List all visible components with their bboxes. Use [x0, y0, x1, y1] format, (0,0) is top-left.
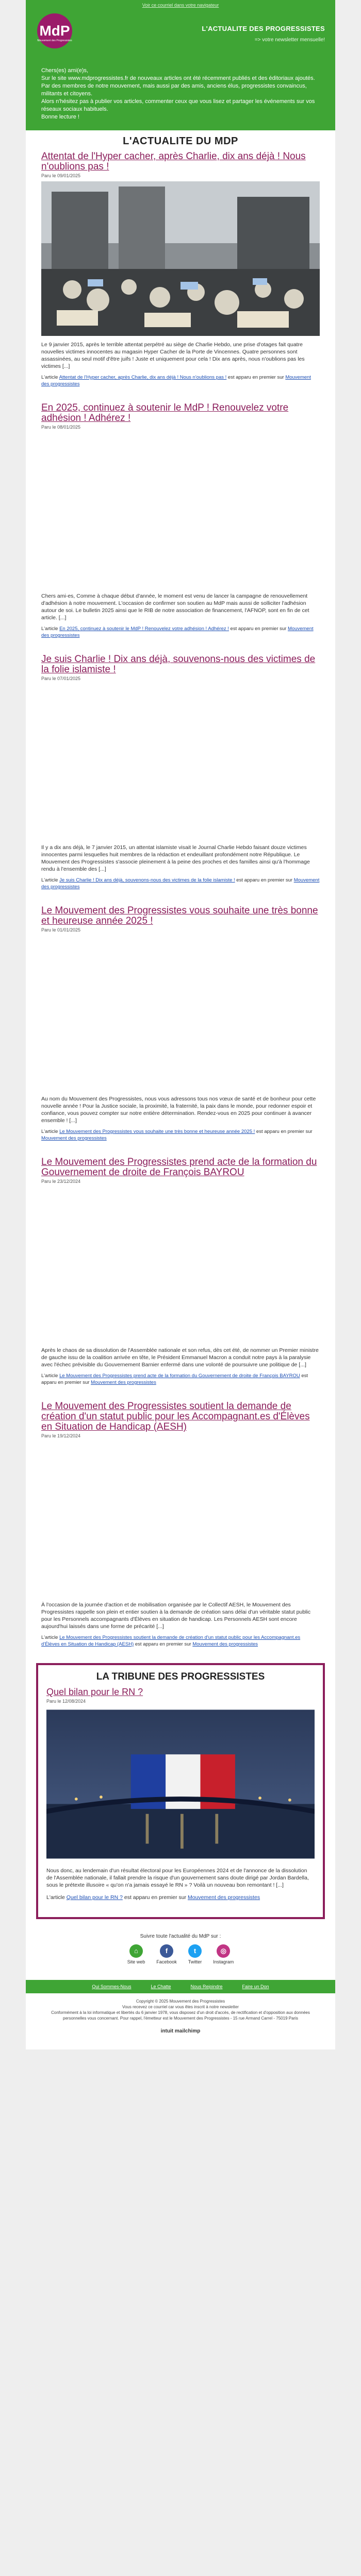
- article-title-link[interactable]: Le Mouvement des Progressistes soutient la demande de création d'un statut public pour les Accompagnant.es d'Élèves en Situation de Handicap (AESH): [41, 1401, 310, 1432]
- article-title-link[interactable]: Le Mouvement des Progressistes prend acte de la formation du Gouvernement de droite de François BAYROU: [41, 1157, 317, 1178]
- source-mid: est apparu en premier sur: [255, 1129, 313, 1134]
- article-title-link[interactable]: Attentat de l'Hyper cacher, après Charlie, dix ans déjà ! Nous n'oublions pas !: [41, 151, 306, 172]
- article-excerpt: Le 9 janvier 2015, après le terrible attentat perpétré au siège de Charlie Hebdo, une prise d'otages fait quatre nouvelles victimes innocentes au magasin Hyper Cacher de la Porte de Vincennes. Quatre personnes sont assassinées, au seul motif d'être juifs ! Juste et uniquement pour cela ! Dix ans après, nous n'oublions pas les victimes [...]: [41, 342, 305, 369]
- site-link[interactable]: Mouvement des progressistes: [41, 626, 314, 638]
- newsletter-title: L'ACTUALITE DES PROGRESSISTES: [202, 25, 325, 32]
- website-icon[interactable]: ⌂: [129, 1944, 143, 1958]
- social-links: [26, 1944, 335, 1964]
- tribune-excerpt: Nous donc, au lendemain d'un résultat électoral pour les Européennes 2024 et de l'annonce de la dissolution de l'Assemblée nationale, il fallait prendre la risque d'un gouvernement sans doute dirigé par Jordan Bardella, sous le prétexte illusoire « qu'on n'a jamais essayé le RN » ? Voilà un nouveau bon remontant ! [...]: [46, 1867, 309, 1888]
- social-title: Suivre toute l'actualité du MdP sur :: [140, 1933, 221, 1939]
- article: [26, 151, 335, 387]
- social-label: Site web: [127, 1959, 145, 1964]
- header: [26, 10, 335, 62]
- tribune-section-title: LA TRIBUNE DES PROGRESSISTES: [96, 1671, 265, 1682]
- social-label: Twitter: [188, 1959, 202, 1964]
- article-date: Paru le 19/12/2024: [41, 1433, 81, 1438]
- article-image[interactable]: [41, 1187, 320, 1342]
- twitter-icon[interactable]: t: [188, 1944, 202, 1958]
- article-source: [41, 625, 320, 639]
- source-prefix: L'article: [41, 1373, 60, 1379]
- social-website[interactable]: [127, 1944, 145, 1964]
- logo-subtext: Mouvement des Progressistes: [37, 39, 72, 42]
- article-source: [41, 1634, 320, 1648]
- instagram-icon[interactable]: ◎: [217, 1944, 230, 1958]
- source-prefix: L'article: [46, 1894, 67, 1901]
- newsletter-subtitle: => votre newsletter mensuelle!: [254, 37, 325, 43]
- article-excerpt: Il y a dix ans déjà, le 7 janvier 2015, un attentat islamiste visait le Journal Charlie Hebdo faisant douze victimes innocentes parmi lesquelles huit membres de la rédaction et endeuillant profondément notre République. Le Mouvement des Progressistes s'associe pleinement à la peine des proches et des familles ainsi qu'à l'hommage rendu à l'ensemble des [...]: [41, 844, 310, 872]
- article-date: Paru le 09/01/2025: [41, 173, 81, 178]
- article-source-link[interactable]: Le Mouvement des Progressistes soutient la demande de création d'un statut public pour les Accompagnant.es d'Élèves en Situation de Handicap (AESH): [41, 1635, 301, 1647]
- legal-notice: Conformément à la loi informatique et libertés du 6 janvier 1978, vous disposez d'un droit d'accès, de rectification et d'opposition aux données personnelles vous concernant. Pour rappel, l'émetteur est le Mouvement des Progressistes - 15 rue Armand Carrel - 75019 Paris: [51, 2010, 310, 2021]
- source-mid: est apparu en premier sur: [134, 1641, 193, 1647]
- article-date: Paru le 07/01/2025: [41, 676, 81, 681]
- tribune-box: [36, 1663, 325, 1919]
- article-image[interactable]: [41, 1442, 320, 1596]
- footer-nav: [26, 1980, 335, 1993]
- source-mid: est apparu en premier sur: [235, 877, 294, 883]
- social-facebook[interactable]: [156, 1944, 177, 1964]
- source-prefix: L'article: [41, 626, 60, 632]
- source-mid: est apparu en premier sur: [228, 626, 288, 632]
- footer-legal: [26, 1993, 335, 2025]
- tribune-source-link[interactable]: Quel bilan pour le RN ?: [66, 1894, 123, 1901]
- article-excerpt: Après le chaos de sa dissolution de l'Assemblée nationale et son refus, dès cet été, de nommer un Premier ministre de gauche issu de la coalition arrivée en tête, le Président Emmanuel Macron a conduit notre pays à la paralysie avec l'échec prévisible du Gouvernement Barnier enfermé dans une volonté de poursuivre une politique de [...]: [41, 1347, 319, 1368]
- source-prefix: L'article: [41, 375, 59, 380]
- article-source: [41, 374, 320, 387]
- intro-paragraph: Alors n'hésitez pas à publier vos articles, commenter ceux que vous lisez et partager les événements sur vos réseaux sociaux habituels.: [41, 98, 315, 112]
- article: [26, 1157, 335, 1386]
- article-source: [41, 877, 320, 890]
- article-image[interactable]: [41, 936, 320, 1090]
- intro-paragraph: Sur le site www.mdprogressistes.fr de nouveaux articles ont été récemment publiés et des éditoriaux ajoutés. Par des membres de notre mouvement, mais aussi par des amis, anciens élus, progressistes convaincus, militants et citoyens.: [41, 75, 315, 97]
- article: [26, 403, 335, 639]
- facebook-icon[interactable]: f: [160, 1944, 173, 1958]
- source-prefix: L'article: [41, 1635, 60, 1640]
- intro-greeting: Chers(es) ami(e)s,: [41, 67, 89, 74]
- article-source-link[interactable]: Le Mouvement des Progressistes vous souhaite une très bonne et heureuse année 2025 !: [59, 1129, 255, 1134]
- tribune-date: Paru le 12/08/2024: [46, 1699, 86, 1704]
- article-excerpt: Au nom du Mouvement des Progressistes, nous vous adressons tous nos vœux de santé et de bonheur pour cette nouvelle année ! Pour la Justice sociale, la proximité, la fraternité, la paix dans le monde, pour redonner espoir et confiance, vous pouvez compter sur notre entière détermination. Rendez-vous en 2025 pour continuer à avancer ensemble ! [...]: [41, 1096, 316, 1124]
- article-source-link[interactable]: Je suis Charlie ! Dix ans déjà, souvenons-nous des victimes de la folie islamiste !: [59, 877, 235, 883]
- social-label: Facebook: [156, 1959, 177, 1964]
- article: [26, 1401, 335, 1648]
- article-excerpt: Chers ami-es, Comme à chaque début d'année, le moment est venu de lancer la campagne de renouvellement d'adhésion à notre mouvement. L'occasion de confirmer son soutien au MdP mais aussi de solliciter l'adhésion autour de soi. Le bulletin 2025 ainsi que le RIB de notre association de financement, l'AFNOP, sont en fin de cet article. [...]: [41, 593, 309, 621]
- mailchimp-badge[interactable]: intuit mailchimp: [160, 2028, 201, 2034]
- tribune-source: [46, 1894, 315, 1901]
- source-mid: est apparu en premier sur: [122, 1894, 188, 1901]
- article-source-link[interactable]: Le Mouvement des Progressistes prend acte de la formation du Gouvernement de droite de François BAYROU: [59, 1373, 300, 1379]
- site-link[interactable]: Mouvement des progressistes: [192, 1641, 258, 1647]
- source-prefix: L'article: [41, 877, 60, 883]
- article-excerpt: À l'occasion de la journée d'action et de mobilisation organisée par le Collectif AESH, le Mouvement des Progressistes rappelle son plein et entier soutien à la demande de création sans délai d'un véritable statut public pour les Personnels accompagnants d'Élèves en situation de handicap. Les Personnels AESH sont encore aujourd'hui laissés dans une forme de précarité [...]: [41, 1602, 311, 1630]
- site-link[interactable]: Mouvement des progressistes: [188, 1894, 260, 1901]
- article-source-link[interactable]: En 2025, continuez à soutenir le MdP ! Renouvelez votre adhésion ! Adhérez !: [59, 626, 229, 632]
- email-container: [26, 0, 335, 2049]
- preheader: [26, 0, 335, 10]
- intro-text: [26, 62, 335, 130]
- logo-text: MdP: [39, 23, 70, 39]
- source-mid: est apparu en premier sur: [226, 375, 286, 380]
- article-date: Paru le 08/01/2025: [41, 425, 81, 430]
- article-image[interactable]: [41, 684, 320, 839]
- copyright: Copyright © 2025 Mouvement des Progressistes: [136, 1998, 225, 2004]
- article-image[interactable]: [41, 433, 320, 587]
- subscription-note: Vous recevez ce courriel car vous êtes inscrit à notre newsletter: [122, 2004, 239, 2009]
- article-title-link[interactable]: Je suis Charlie ! Dix ans déjà, souvenons-nous des victimes de la folie islamiste !: [41, 654, 316, 675]
- article-title-link[interactable]: Le Mouvement des Progressistes vous souhaite une très bonne et heureuse année 2025 !: [41, 905, 318, 926]
- article-title-link[interactable]: En 2025, continuez à soutenir le MdP ! Renouvelez votre adhésion ! Adhérez !: [41, 402, 289, 423]
- footer-link-about[interactable]: Qui Sommes-Nous: [92, 1984, 132, 1989]
- site-link[interactable]: Mouvement des progressistes: [41, 1136, 107, 1141]
- social-instagram[interactable]: [213, 1944, 234, 1964]
- intro-signoff: Bonne lecture !: [41, 114, 79, 120]
- tribune-title-link[interactable]: Quel bilan pour le RN ?: [46, 1687, 143, 1697]
- social-twitter[interactable]: [188, 1944, 202, 1964]
- site-link[interactable]: Mouvement des progressistes: [91, 1380, 156, 1385]
- article-date: Paru le 23/12/2024: [41, 1179, 81, 1184]
- social-label: Instagram: [213, 1959, 234, 1964]
- section-title: L'ACTUALITE DU MDP: [123, 135, 238, 147]
- article-image[interactable]: [41, 181, 320, 336]
- source-mid: est apparu en premier sur: [41, 1373, 308, 1385]
- footer-link-donate[interactable]: Faire un Don: [242, 1984, 269, 1989]
- site-link[interactable]: Mouvement des progressistes: [41, 375, 311, 387]
- footer-link-join[interactable]: Nous Rejoindre: [190, 1984, 223, 1989]
- view-in-browser-link[interactable]: Voir ce courriel dans votre navigateur: [142, 3, 219, 8]
- source-prefix: L'article: [41, 1129, 60, 1134]
- article-source-link[interactable]: Attentat de l'Hyper cacher, après Charlie, dix ans déjà ! Nous n'oublions pas !: [59, 375, 227, 380]
- article-source: [41, 1128, 320, 1142]
- article: [26, 906, 335, 1142]
- article: [26, 654, 335, 890]
- article-source: [41, 1372, 320, 1386]
- article-date: Paru le 01/01/2025: [41, 927, 81, 933]
- social-section: [26, 1919, 335, 1970]
- site-link[interactable]: Mouvement des progressistes: [41, 877, 320, 890]
- mdp-logo[interactable]: [37, 13, 72, 48]
- footer-link-charter[interactable]: Le Chatte: [151, 1984, 171, 1989]
- tribune-image[interactable]: [46, 1707, 315, 1861]
